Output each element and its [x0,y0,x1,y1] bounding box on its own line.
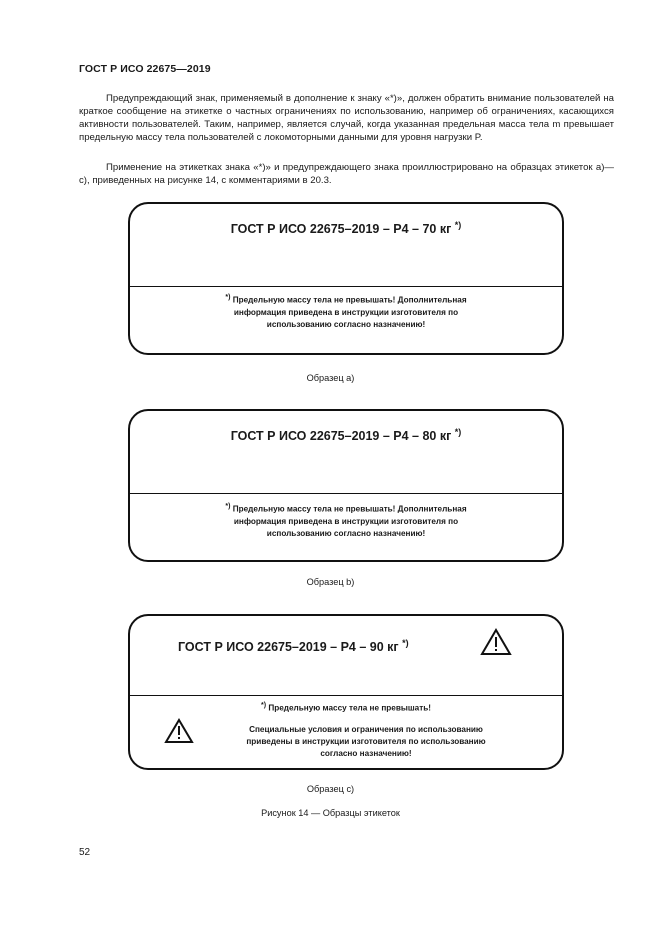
label-c-note-mark: *) [260,702,267,709]
caption-sample-c: Образец с) [306,784,355,794]
label-sample-c [128,614,564,770]
caption-sample-b: Образец b) [306,577,355,587]
label-c-note-line3: приведены в инструкции изготовителя по использованию [246,737,486,746]
label-b-note-line3: использованию согласно назначению! [266,528,426,538]
label-c-note-line4: согласно назначению! [320,749,412,758]
label-a-title-mark: *) [454,220,462,230]
label-b-note-mark: *) [225,503,231,510]
label-sample-b [128,409,564,562]
label-a-note-line3: использованию согласно назначению! [266,319,426,329]
warning-triangle-icon [480,628,512,656]
label-c-note-line1: Предельную массу тела не превышать! [268,703,431,713]
label-c-divider [130,695,562,696]
label-a-title [130,220,562,236]
label-b-title-text: ГОСТ Р ИСО 22675–2019 – Р4 – 80 кг [230,429,452,444]
label-b-divider [130,493,562,494]
paragraph-label-application: Применение на этикетках знака «*)» и предупреждающего знака проиллюстрировано на образцах этикеток a)—c), приведенных на рисунке 14, с комментариями в 20.3. [79,162,614,187]
label-b-title [130,427,562,443]
label-b-note-line1: Предельную массу тела не превышать! Дополнительная [232,504,467,514]
document-header: ГОСТ Р ИСО 22675—2019 [79,63,211,75]
label-a-note-mark: *) [225,294,231,301]
label-a-note-line1: Предельную массу тела не превышать! Дополнительная [232,295,467,305]
label-b-note-line2: информация приведена в инструкции изготовителя по [233,516,459,526]
label-c-title-mark: *) [402,638,409,648]
label-a-title-text: ГОСТ Р ИСО 22675–2019 – Р4 – 70 кг [230,222,452,237]
label-sample-a [128,202,564,355]
label-a-note-line2: информация приведена в инструкции изготовителя по [233,307,459,317]
figure-caption: Рисунок 14 — Образцы этикеток [261,808,400,818]
page-number: 52 [79,847,91,858]
caption-sample-a: Образец а) [306,373,355,383]
label-c-note-rest [170,724,562,760]
label-a-note [130,292,562,331]
label-b-title-mark: *) [454,427,462,437]
paragraph-warning-sign: Предупреждающий знак, применяемый в дополнение к знаку «*)», должен обратить внимание пользователей на краткое сообщение на этикетке о частных ограничениях по использованию, например об ограничениях, касающихся активности пользователей. Таким, например, является случай, когда указанная предельная масса тела m превышает предельную массу тела пользователей с локомоторными данными для уровня нагрузки P. [79,93,614,144]
label-c-note-line2: Специальные условия и ограничения по использованию [249,725,483,734]
label-b-note [130,501,562,540]
label-c-title-text: ГОСТ Р ИСО 22675–2019 – Р4 – 90 кг [178,640,399,655]
label-c-note-first [130,700,562,715]
label-a-divider [130,286,562,287]
